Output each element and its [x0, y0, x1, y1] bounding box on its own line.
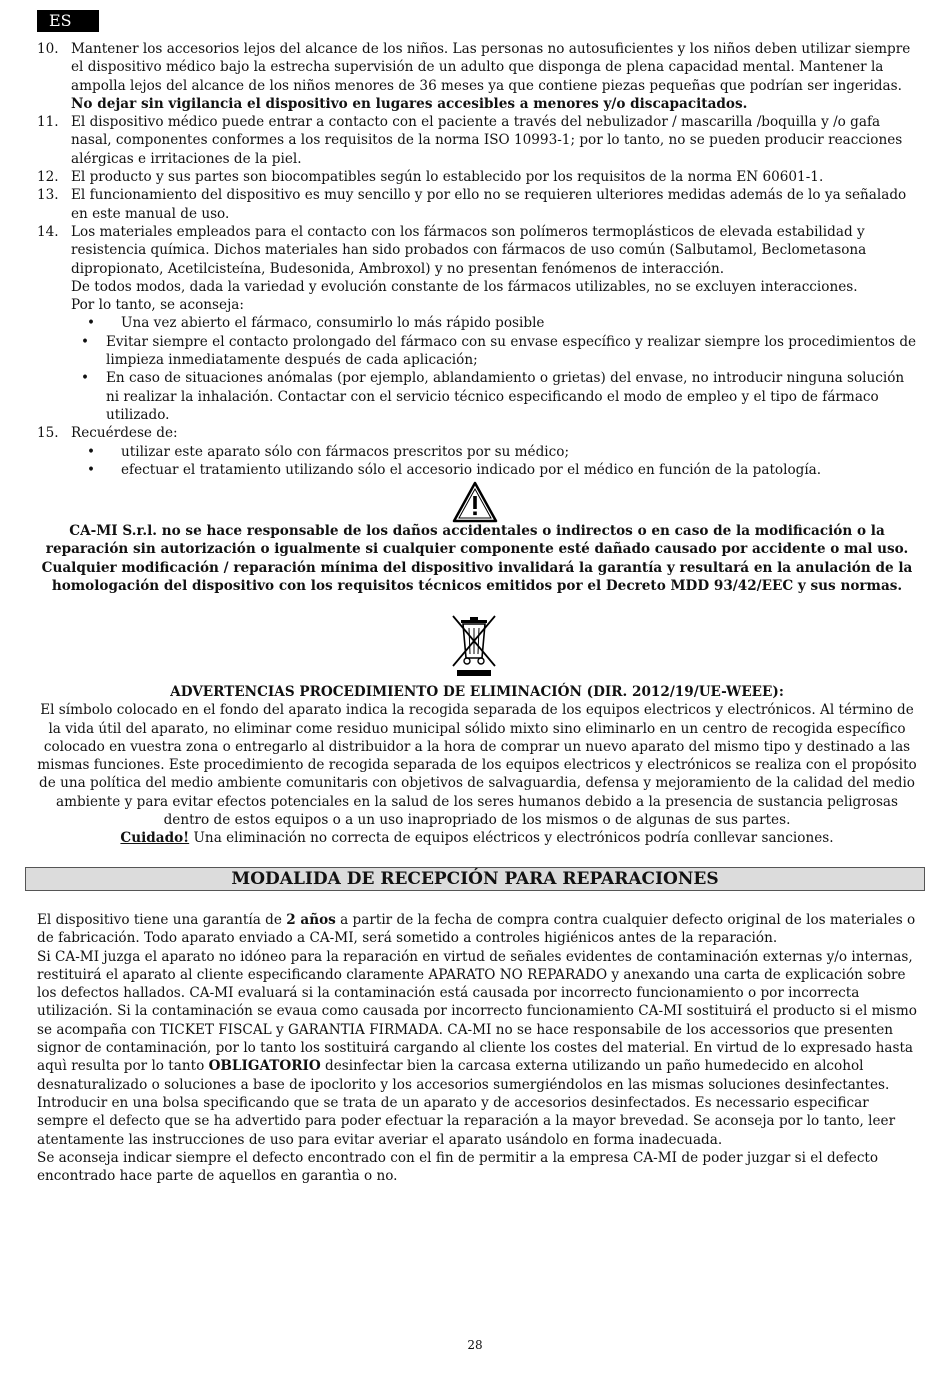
bullet-item: [71, 461, 917, 479]
weee-crossed-bin-icon: [449, 612, 499, 678]
warranty-text: a partir de la fecha de compra contra cualquier defecto original de los materiales o de fabricación. Todo aparato enviado a CA-MI, será sometido a controles higiénicos antes de la reparación.: [37, 912, 916, 947]
bullet-icon: •: [87, 443, 96, 460]
warranty-text: El dispositivo tiene una garantía de: [37, 912, 287, 928]
instruction-list: [37, 40, 917, 479]
section-title: MODALIDA DE RECEPCIÓN PARA REPARACIONES: [25, 867, 925, 891]
warning-line: Cualquier modificación / reparación mínima del dispositivo invalidará la garantía y resultará en la anulación de la homologación del dispositivo con los requisitos técnicos emitidos por el Decreto MDD 93/42/EEC y sus normas.: [41, 559, 913, 594]
bullet-text: Evitar siempre el contacto prolongado del fármaco con su envase específico y realizar siempre los procedimientos de limpieza inmediatamente después de cada aplicación;: [106, 333, 917, 369]
item-text: El dispositivo médico puede entrar a contacto con el paciente a través del nebulizador / mascarilla /boquilla y /o gafa nasal, componentes conformes a los requisitos de la norma ISO 10993-1; por lo tanto, no se pueden producir reacciones alérgicas e irritaciones de la piel.: [71, 114, 903, 167]
bullet-text: utilizar este aparato sólo con fármacos prescritos por su médico;: [121, 443, 570, 460]
warning-triangle-icon: [452, 481, 498, 523]
item-text: Mantener los accesorios lejos del alcance de los niños. Las personas no autosuficientes y los niños deben utilizar siempre el dispositivo médico bajo la estrecha supervisión de un adulto que disponga de plena capacidad mental. Mantener la ampolla lejos del alcance de los niños menores de 36 meses ya que contiene piezas pequeñas que podrían ser ingeridas.: [71, 41, 911, 94]
bullet-text: efectuar el tratamiento utilizando sólo el accesorio indicado por el médico en función de la patología.: [121, 461, 822, 478]
bullet-item: [71, 333, 917, 370]
item-number: 15.: [37, 425, 59, 442]
bullet-icon: •: [81, 333, 90, 350]
warranty-text: Si CA-MI juzga el aparato no idóneo para la reparación en virtud de señales evidentes de contaminación externas y/o internas, restituirá el aparato al cliente especificando claramente APARATO NO REPARADO y anexando una carta de explicación sobre los defectos hallados. CA-MI evaluará si la contaminación está causada por incorrecto funcionamiento o por incorrecta utilización. Si la contaminación se evaua como causada por incorrecto funcionamiento CA-MI sostituirá el producto si el mismo se acompaña con TICKET FISCAL y GARANTIA FIRMADA. CA-MI no se hace responsabile de los accessorios que presenten signor de contaminación, por lo tanto los sostituirá cargando al cliente los costes del material. En virtud de lo expresado hasta aquì resulta por lo tanto: [37, 948, 917, 1075]
warranty-paragraph: Se aconseja indicar siempre el defecto encontrado con el fin de permitir a la empresa CA-MI de poder juzgar si el defecto encontrado hace parte de aquellos en garantìa o no.: [37, 1149, 879, 1185]
item-text: El producto y sus partes son biocompatibles según lo establecido por los requisitos de la norma EN 60601-1.: [71, 169, 824, 186]
language-tag: ES: [37, 10, 99, 32]
disposal-caution: [37, 829, 917, 847]
list-item: [37, 168, 917, 186]
warranty-paragraph: [37, 948, 917, 1149]
warranty-section: [37, 911, 917, 1185]
bullet-icon: •: [87, 461, 96, 478]
obligatory-label: OBLIGATORIO: [208, 1058, 321, 1075]
list-item: [37, 113, 917, 168]
bullet-list: [71, 443, 917, 480]
item-number: 11.: [37, 114, 59, 131]
item-text: Recuérdese de:: [71, 425, 178, 442]
item-text: Los materiales empleados para el contacto con los fármacos son polímeros termoplásticos de elevada estabilidad y resistencia química. Dichos materiales han sido probados con fármacos de uso común (Salbutamol, Beclometasona dipropionato, Acetilcisteína, Budesonida, Ambroxol) y no presentan fenómenos de interacción.: [71, 223, 867, 277]
warranty-text: desinfectar bien la carcasa externa utilizando un paño humedecido en alcohol desnaturalizado o soluciones a base de ipoclorito y los accesorios sumergiéndolos en las mismas soluciones desinfectantes. Introducir en una bolsa specificando que se trata de un aparato y de accesorios desinfectados. Es necessario especificar sempre el defecto que se ha advertido para poder efectuar la reparación a la mayor brevedad. Se aconseja por lo tanto, leer atentamente las instrucciones de uso para evitar averiar el aparato usándolo en forma inadecuada.: [37, 1058, 896, 1148]
item-text: Por lo tanto, se aconseja:: [71, 297, 244, 314]
item-text: De todos modos, dada la variedad y evolución constante de los fármacos utilizables, no se excluyen interacciones.: [71, 278, 858, 295]
bullet-icon: •: [87, 315, 96, 332]
bullet-item: [71, 314, 917, 332]
page-number: 28: [467, 1338, 483, 1352]
bullet-list: [71, 314, 917, 424]
warranty-period: 2 años: [286, 912, 336, 928]
liability-warning: [37, 522, 917, 595]
list-item: [37, 186, 917, 223]
warranty-paragraph: [37, 911, 917, 948]
bullet-text: Una vez abierto el fármaco, consumirlo lo más rápido posible: [121, 315, 545, 332]
list-item: [37, 40, 917, 113]
bullet-item: [71, 443, 917, 461]
item-number: 10.: [37, 41, 59, 57]
list-item: [37, 223, 917, 424]
disposal-body: El símbolo colocado en el fondo del aparato indica la recogida separada de los equipos electricos y electrónicos. Al término de la vida útil del aparato, no eliminar come residuo municipal sólido mixto sino eliminarlo en un centro de recogida específico colocado en vuestra zona o entregarlo al distribuidor a la hora de comprar un nuevo aparato del mismo tipo y destinado a las mismas funciones. Este procedimiento de recogida separada de los equipos electricos y electrónicos se realiza con el propósito de una política del medio ambiente comunitaris con objetivos de salvaguardia, defensa y mejoramiento de la calidad del medio ambiente y para evitar efectos potenciales en la salud de los seres humanos debido a la presencia de sustancia peligrosas dentro de estos equipos o a un uso inapropriado de los mismos o de algunas de sus partes.: [37, 702, 917, 829]
bullet-text: En caso de situaciones anómalas (por ejemplo, ablandamiento o grietas) del envase, no introducir ninguna solución ni realizar la inhalación. Contactar con el servicio técnico especificando el modo de empleo y el tipo de fármaco utilizado.: [106, 370, 905, 423]
bullet-icon: •: [81, 370, 90, 387]
bullet-item: [71, 369, 917, 424]
caution-text: Una eliminación no correcta de equipos eléctricos y electrónicos podría conllevar sanciones.: [189, 830, 834, 847]
warning-line: CA-MI S.r.l. no se hace responsable de los daños accidentales o indirectos o en caso de la modificación o la reparación sin autorización o igualmente si cualquier componente esté dañado causado por accidente o mal uso.: [45, 523, 909, 558]
item-number: 14.: [37, 223, 59, 240]
item-number: 12.: [37, 169, 59, 186]
list-item: [37, 424, 917, 479]
item-text: El funcionamiento del dispositivo es muy sencillo y por ello no se requieren ulteriores medidas además de lo ya señalado en este manual de uso.: [71, 187, 907, 222]
disposal-title: ADVERTENCIAS PROCEDIMIENTO DE ELIMINACIÓN (DIR. 2012/19/UE-WEEE):: [170, 684, 784, 700]
caution-label: Cuidado!: [120, 830, 190, 847]
item-bold-text: No dejar sin vigilancia el dispositivo en lugares accesibles a menores y/o discapacitados.: [71, 95, 748, 112]
disposal-warnings: [37, 683, 917, 848]
item-number: 13.: [37, 187, 59, 204]
